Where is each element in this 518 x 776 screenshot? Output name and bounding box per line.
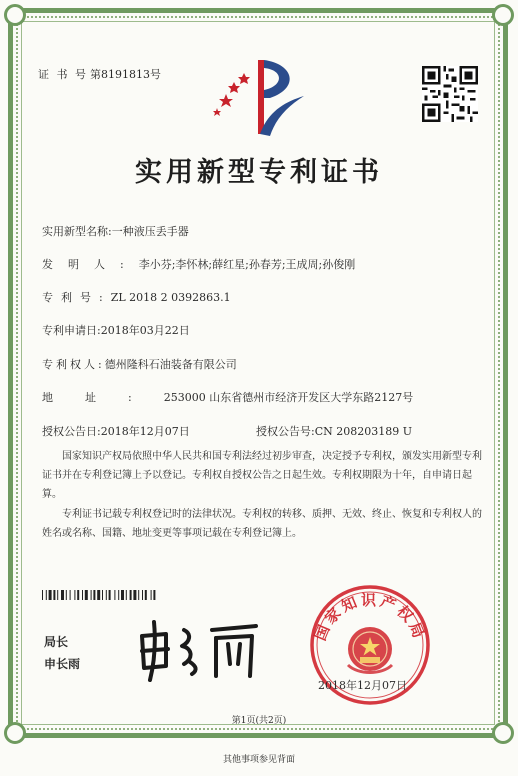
seal-text: 国家知识产权局 [311, 591, 429, 644]
certificate-title: 实用新型专利证书 [135, 157, 383, 188]
patentee-row [42, 356, 237, 372]
field-label: 专利申请日: [42, 324, 101, 337]
grant-statement-paragraph: 国家知识产权局依照中华人民共和国专利法经过初步审查，决定授予专利权，颁发实用新型专利证书并在专利登记簿上予以登记。专利权自授权公告之日起生效。专利权期限为十年，自申请日起算。 [42, 451, 482, 500]
footer-note: 其他事项参见背面 [222, 755, 295, 765]
utility-model-name: 一种液压丢手器 [111, 225, 189, 238]
field-label: 授权公告日: [42, 425, 101, 438]
field-label: 实用新型名称: [42, 225, 112, 238]
utility-model-name-row [42, 223, 189, 239]
application-date-row [42, 322, 190, 338]
grant-announcement-date: 2018年12月07日 [100, 425, 190, 438]
certificate-number: 第8191813号 [90, 68, 161, 81]
corner-ornament [4, 4, 26, 26]
barcode-icon [42, 590, 200, 600]
address: 253000 山东省德州市经济开发区大学东路2127号 [163, 391, 414, 404]
address-row [42, 389, 413, 405]
corner-ornament [492, 4, 514, 26]
application-date: 2018年03月22日 [100, 324, 190, 337]
legal-status-paragraph: 专利证书记载专利权登记时的法律状况。专利权的转移、质押、无效、终止、恢复和专利权人的姓名或名称、国籍、地址变更等事项记载在专利登记簿上。 [42, 509, 482, 539]
qr-code-icon[interactable] [422, 66, 478, 122]
patentee: 德州隆科石油装备有限公司 [104, 358, 237, 371]
director-title: 局长 [44, 635, 69, 649]
field-label: 发明人: [42, 258, 139, 271]
director-signature-icon [132, 614, 262, 684]
director-name: 申长雨 [44, 657, 81, 671]
field-label: 地址: [42, 391, 164, 404]
inventors: 李小芬;李怀林;薛红星;孙春芳;王成周;孙俊刚 [138, 258, 356, 271]
patent-office-emblem-icon [208, 52, 318, 142]
field-label: 授权公告号: [256, 425, 315, 438]
grant-announcement-date-row [42, 423, 190, 439]
certificate-number-label: 证 书 号 [38, 68, 88, 81]
patent-number-row [42, 289, 231, 305]
inventors-row [42, 256, 355, 272]
seal-date: 2018年12月07日 [318, 679, 407, 692]
page-indicator: 第1页(共2页) [231, 716, 287, 726]
grant-announcement-number: CN 208203189 U [314, 425, 413, 438]
grant-announcement-number-row [256, 423, 412, 439]
field-label: 专利号: [42, 291, 111, 304]
field-label: 专利权人: [42, 358, 105, 371]
patent-number: ZL 2018 2 0392863.1 [110, 291, 231, 304]
